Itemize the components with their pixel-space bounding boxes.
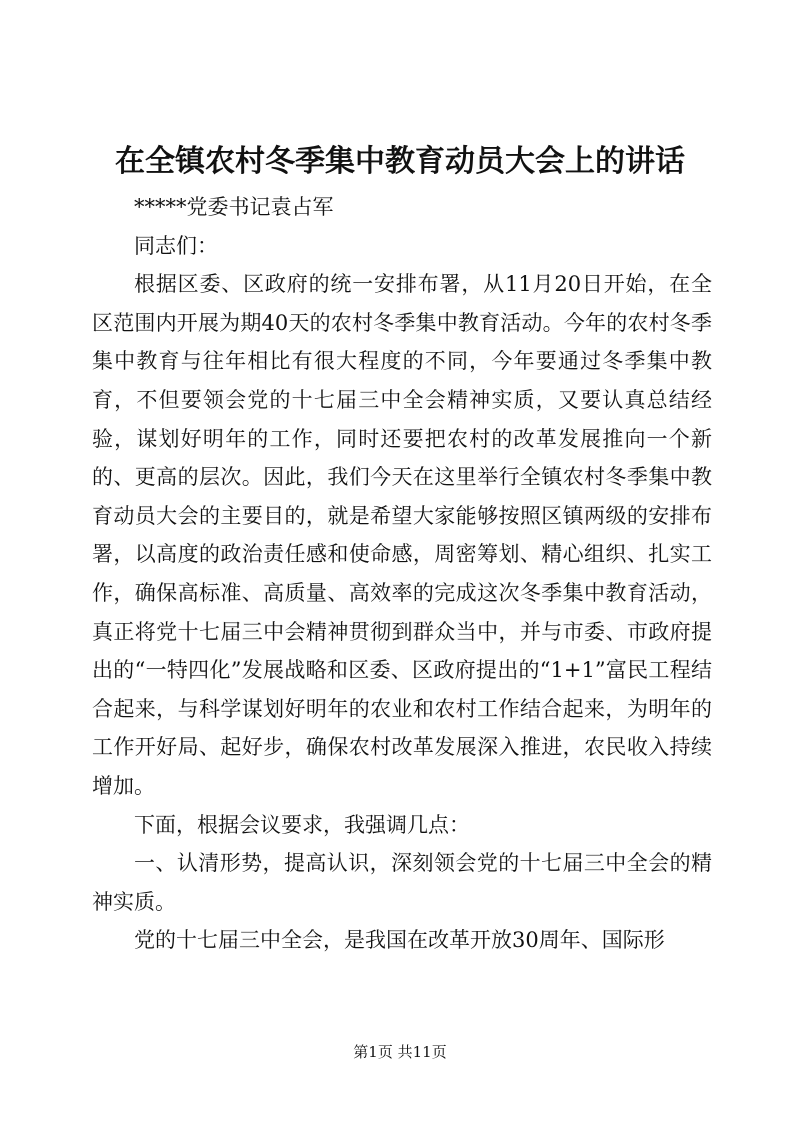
salutation: 同志们： (134, 233, 218, 258)
body-paragraph: 党的十七届三中全会，是我国在改革开放30周年、国际形 (134, 928, 665, 953)
body-paragraph: 下面，根据会议要求，我强调几点： (134, 812, 470, 837)
section-heading: 一、认清形势，提高认识，深刻领会党的十七届三中全会的精神实质。 (92, 851, 712, 914)
document-title: 在全镇农村冬季集中教育动员大会上的讲话 (115, 144, 685, 179)
document-body (92, 188, 712, 960)
body-paragraph: 根据区委、区政府的统一安排布署，从11月20日开始，在全区范围内开展为期40天的农村冬季集中教育活动。今年的农村冬季集中教育与往年相比有很大程度的不同，今年要通过冬季集中教育，不但要领会党的十七届三中全会精神实质，又要认真总结经验，谋划好明年的工作，同时还要把农村的改革发展推向一个新的、更高的层次。因此，我们今天在这里举行全镇农村冬季集中教育动员大会的主要目的，就是希望大家能够按照区镇两级的安排布署，以高度的政治责任感和使命感，周密筹划、精心组织、扎实工作，确保高标准、高质量、高效率的完成这次冬季集中教育活动，真正将党十七届三中会精神贯彻到群众当中，并与市委、市政府提出的“一特四化”发展战略和区委、区政府提出的“1+1”富民工程结合起来，与科学谋划好明年的农业和农村工作结合起来，为明年的工作开好局、起好步，确保农村改革发展深入推进，农民收入持续增加。 (92, 272, 712, 798)
author-line: *****党委书记袁占军 (134, 195, 334, 219)
page-indicator: 第1页 共11页 (353, 1043, 447, 1061)
